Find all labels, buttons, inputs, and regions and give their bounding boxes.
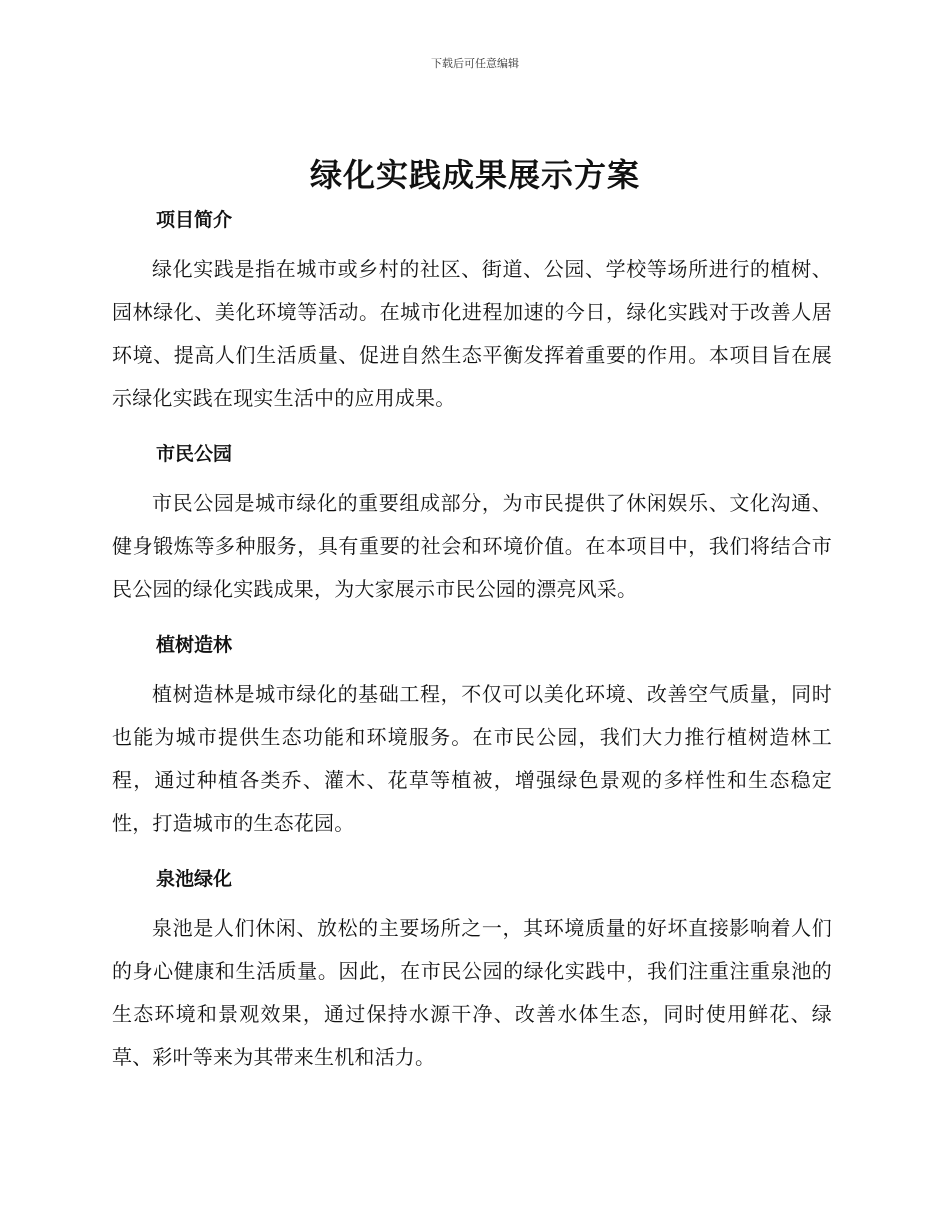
document-title: 绿化实践成果展示方案: [309, 156, 640, 194]
section-fountain-greening: [112, 861, 832, 1079]
section-project-intro: [112, 202, 832, 420]
section-heading: 泉池绿化: [156, 868, 233, 890]
section-paragraph: 泉池是人们休闲、放松的主要场所之一，其环境质量的好坏直接影响着人们的身心健康和生活质量。因此，在市民公园的绿化实践中，我们注重注重泉池的生态环境和景观效果，通过保持水源干净、改善水体生态，同时使用鲜花、绿草、彩叶等来为其带来生机和活力。: [112, 916, 832, 1069]
section-heading: 植树造林: [156, 634, 233, 656]
section-citizen-park: [112, 436, 832, 611]
section-paragraph: 植树造林是城市绿化的基础工程，不仅可以美化环境、改善空气质量，同时也能为城市提供生态功能和环境服务。在市民公园，我们大力推行植树造林工程，通过种植各类乔、灌木、花草等植被，增强绿色景观的多样性和生态稳定性，打造城市的生态花园。: [112, 682, 832, 835]
section-afforestation: [112, 627, 832, 845]
document-body: [112, 202, 832, 1095]
section-heading: 市民公园: [156, 443, 233, 465]
section-paragraph: 市民公园是城市绿化的重要组成部分，为市民提供了休闲娱乐、文化沟通、健身锻炼等多种服务，具有重要的社会和环境价值。在本项目中，我们将结合市民公园的绿化实践成果，为大家展示市民公园的漂亮风采。: [112, 491, 832, 601]
section-heading: 项目简介: [156, 209, 233, 231]
section-paragraph: 绿化实践是指在城市或乡村的社区、街道、公园、学校等场所进行的植树、园林绿化、美化环境等活动。在城市化进程加速的今日，绿化实践对于改善人居环境、提高人们生活质量、促进自然生态平衡发挥着重要的作用。本项目旨在展示绿化实践在现实生活中的应用成果。: [112, 257, 832, 410]
header-note: 下载后可任意编辑: [431, 57, 519, 70]
